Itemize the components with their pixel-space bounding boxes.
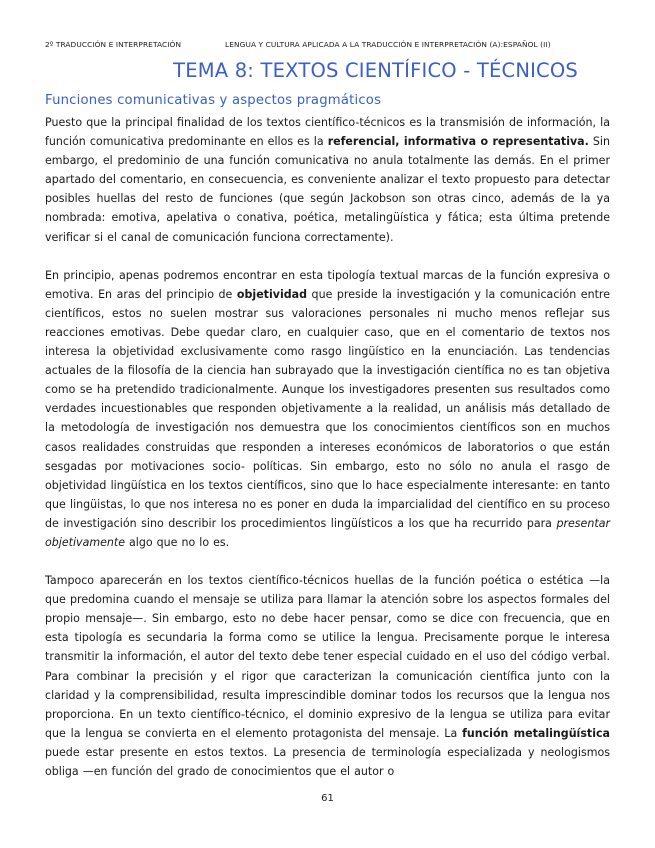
- paragraph-1-bold-term: referencial, informativa o representativa.: [327, 135, 589, 149]
- header-course: 2º TRADUCCIÓN E INTERPRETACIÓN: [45, 40, 182, 49]
- paragraph-2-text-c: algo que no lo es.: [125, 535, 230, 549]
- section-heading: Funciones comunicativas y aspectos pragmáticos: [45, 93, 382, 108]
- body-text: [45, 113, 610, 781]
- paragraph-3-bold-term: función metalingüística: [462, 726, 610, 740]
- paragraph-2-text-b: que preside la investigación y la comunicación entre científicos, estos no suelen mostrar sus valoraciones personales ni mucho menos reflejar sus reacciones emotivas. Debe quedar claro, en cualquier caso, que en el comentario de textos nos interesa la objetividad exclusivamente como rasgo lingüístico en la enunciación. Las tendencias actuales de la filosofía de la ciencia han subrayado que la investigación científica no es tan objetiva como se ha pretendido tradicionalmente. Aunque los investigadores presenten sus resultados como verdades incuestionables que responden objetivamente a la realidad, un análisis más detallado de la metodología de investigación nos demuestra que los conocimientos científicos son en muchos casos realidades construidas que responden a intereses económicos de laboratorios o que están sesgadas por motivaciones socio- políticas. Sin embargo, esto no sólo no anula el rasgo de objetividad lingüística en los textos científicos, sino que lo hace especialmente interesante: en tanto que lingüistas, lo que nos interesa no es poner en duda la imparcialidad del científico en su proceso de investigación sino describir los procedimientos lingüísticos a los que ha recurrido para: [45, 287, 610, 530]
- paragraph-2: [45, 266, 610, 552]
- header-subject: LENGUA Y CULTURA APLICADA A LA TRADUCCIÓN E INTERPRETACIÓN (A):ESPAÑOL (II): [225, 40, 551, 49]
- paragraph-2-text-a: En principio, apenas podremos encontrar en esta tipología textual marcas de la función expresiva o emotiva. En aras del principio de: [45, 268, 610, 301]
- paragraph-1-text-a: Puesto que la principal finalidad de los textos científico-técnicos es la transmisión de información, la función comunicativa predominante en ellos es la: [45, 116, 610, 149]
- paragraph-3-text-a: Tampoco aparecerán en los textos científico-técnicos huellas de la función poética o estética —la que predomina cuando el mensaje se utiliza para llamar la atención sobre los aspectos formales del propio mensaje—. Sin embargo, esto no debe hacer pensar, como se dice con frecuencia, que en esta tipología es secundaria la forma como se utilice la lengua. Precisamente porque le interesa transmitir la información, el autor del texto debe tener especial cuidado en el uso del código verbal. Para combinar la precisión y el rigor que caracterizan la comunicación científica junto con la claridad y la comprensibilidad, resulta imprescindible dominar todos los recursos que la lengua nos proporciona. En un texto científico-técnico, el dominio expresivo de la lengua se utiliza para evitar que la lengua se convierta en el elemento protagonista del mensaje. La: [45, 574, 610, 740]
- paragraph-2-italic-term: presentar objetivamente: [45, 516, 610, 549]
- running-header: [45, 40, 615, 52]
- page-number: 61: [321, 793, 334, 804]
- paragraph-2-bold-term: objetividad: [236, 287, 308, 301]
- paragraph-1: [45, 113, 610, 247]
- page-title: TEMA 8: TEXTOS CIENTÍFICO - TÉCNICOS: [173, 59, 578, 82]
- paragraph-1-text-b: Sin embargo, el predominio de una función comunicativa no anula totalmente las demás. En el primer apartado del comentario, en consecuencia, es conveniente analizar el texto propuesto para detectar posibles huellas del resto de funciones (que según Jackobson son otras cinco, además de la ya nombrada: emotiva, apelativa o conativa, poética, metalingüística y fática; esta última pretende verificar si el canal de comunicación funciona correctamente).: [45, 135, 610, 244]
- paragraph-3: [45, 571, 610, 781]
- paragraph-3-text-b: puede estar presente en estos textos. La presencia de terminología especializada y neologismos obliga —en función del grado de conocimientos que el autor o: [45, 745, 610, 778]
